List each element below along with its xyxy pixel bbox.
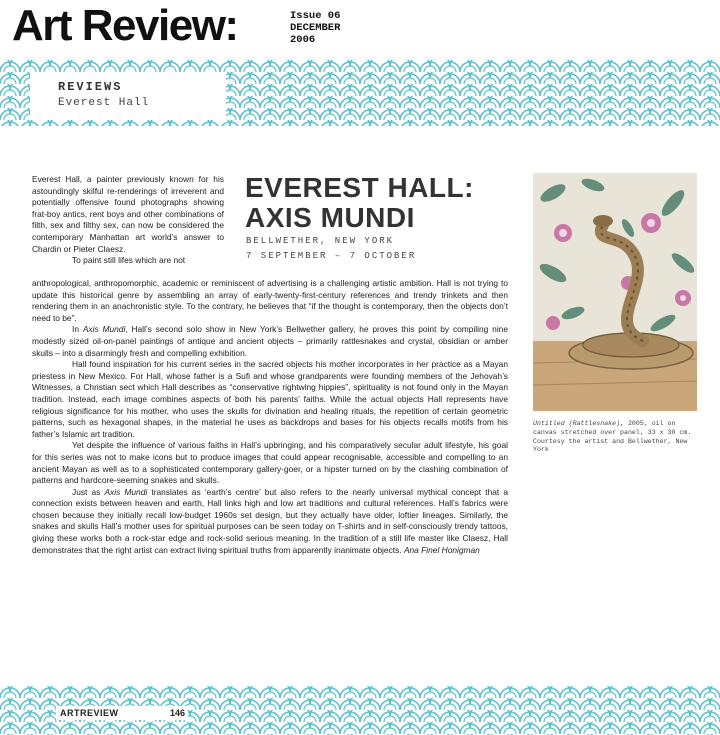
p6-pre: Just as <box>72 486 105 497</box>
footer-magazine: ARTREVIEW <box>60 708 119 718</box>
article-body <box>32 278 508 556</box>
p3-pre: In <box>72 324 83 335</box>
article-title <box>245 173 474 233</box>
venue: BELLWETHER, NEW YORK <box>246 236 395 246</box>
caption-text: , 2005, oil on canvas stretched over panel, 33 x 30 cm. Courtesy the artist and Bellwether, New York <box>533 420 692 454</box>
p3-post: , Hall’s second solo show in New York’s Bellwether gallery, he proves this point by compiling nine modestly sized oil-on-panel paintings of antique and ancient objects – primarily rattlesnakes and crystal, obsidian or amber skulls – into a disarmingly fresh and compelling exhibition. <box>32 324 508 358</box>
paragraph-2-start: To paint still lifes which are not <box>72 255 186 266</box>
paragraph-1: Everest Hall, a painter previously known for his astoundingly skilful re-renderings of irreverent and potentially offensive found photographs showing frat-boy antics, rent boys and other combinations of filth, sex and filthy sex, can now be considered the contemporary Manhattan art world’s answer to Chardin or Pieter Claesz. <box>32 174 224 254</box>
paragraph-5: Yet despite the influence of various faiths in Hall’s upbringing, and his comparatively secular adult lifestyle, his goal for this series was not to make icons but to produce images that could appear recognisable, accessible and compelling to an ancient Mayan as well as to a sophisticated contemporary gallery-goer, or a hipster turned on by the clashing combination of patterns and hardcore-seeming snakes and skulls. <box>32 440 508 486</box>
section-artist: Everest Hall <box>58 97 150 109</box>
issue-month: DECEMBER <box>290 22 341 34</box>
artwork-image <box>533 173 697 411</box>
paragraph-3 <box>32 324 508 359</box>
p3-title: Axis Mundi <box>82 324 126 335</box>
venue-block <box>246 234 416 264</box>
issue-year: 2006 <box>290 34 316 46</box>
image-caption <box>533 420 703 455</box>
caption-title: Untitled (Rattlesnake) <box>533 420 621 427</box>
paragraph-2-cont: anthropological, anthropomorphic, academic or reminiscent of advertising is a challenging artistic ambition. Hall is not trying to update this historical genre by assembling an array of early-twenty-first-century references and trendy trinkets and then rendering them in an anachronistic style. To the contrary, he believes that “if the thought is contemporary, then the objects don’t need to be”. <box>32 278 508 323</box>
issue-number: Issue 06 <box>290 10 341 22</box>
article-intro <box>32 174 224 267</box>
p6-post: translates as ‘earth’s centre’ but also refers to the nearly universal mythical concept that a connection exists between heaven and earth, Hall links high and low art traditions and cultural references. Hall’s fabrics were chosen because they initially recall low-budget 1960s set design, but they actually have older, loftier lineages. Similarly, the snakes and skulls Hall’s mother uses for spiritual purposes can be seen today on T-shirts and in self-consciously trendy tattoos, giving these works both a rock-star edge and rock-solid serious meaning. In the tradition of a still life master like Claesz, Hall demonstrates that the right artist can extract living spiritual truths from apparently inanimate objects. <box>32 486 508 555</box>
p6-title: Axis Mundi <box>104 486 148 497</box>
page-number: 146 <box>170 708 186 718</box>
article-title-line2: AXIS MUNDI <box>245 202 415 233</box>
paragraph-4: Hall found inspiration for his current series in the sacred objects his mother incorporates in her practice as a Mayan priestess in New Mexico. For Hall, whose father is a Sufi and whose grandparents were founding members of the Jehovah’s Witnesses, a Christian sect which Hall describes as “conservative rightwing hippies”, spirituality is not found only in the Mayan tradition. Instead, each image combines aspects of both his parents’ faiths. While the actual objects Hall represents have religious significance for his mother, who uses the skulls for divination and healing rituals, the repetition of certain geometric patterns, such as hexagonal shapes, in the material he uses as backdrops and bases for his objects recalls motifs from his father’s Islamic art tradition. <box>32 359 508 439</box>
dates: 7 SEPTEMBER – 7 OCTOBER <box>246 251 417 261</box>
article-title-line1: EVEREST HALL: <box>245 172 474 203</box>
author: Ana Finel Honigman <box>403 544 480 555</box>
section-label: REVIEWS <box>58 80 123 94</box>
masthead-title: Art Review: <box>12 1 238 50</box>
issue-info <box>290 10 340 46</box>
paragraph-6 <box>32 487 508 557</box>
